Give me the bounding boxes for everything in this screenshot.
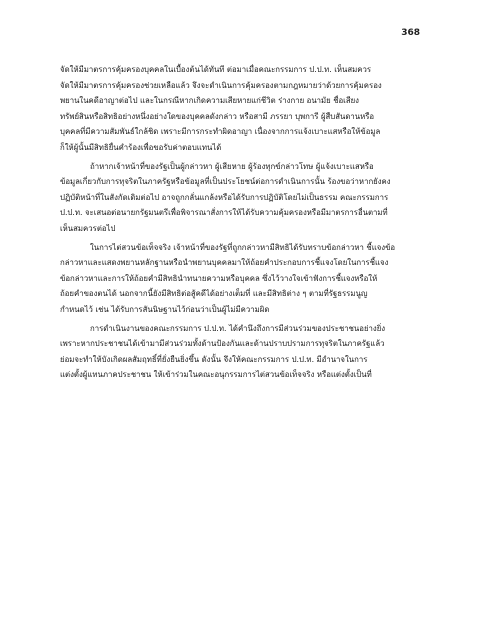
document-body <box>60 62 420 383</box>
text-line: ข้อกล่าวหาและการให้ถ้อยคำมีสิทธินำทนายความหรือบุคคล ซึ่งไว้วางใจเข้าฟังการชี้แจงหรือให้ <box>60 273 378 283</box>
text-line: แต่งตั้งผู้แทนภาคประชาชน ให้เข้าร่วมในคณะอนุกรรมการไต่สวนข้อเท็จจริง หรือแต่งตั้งเป็นที่ <box>60 370 372 380</box>
text-line: ถ้อยคำของตนได้ นอกจากนี้ยังมีสิทธิต่อสู้คดีได้อย่างเต็มที่ และมีสิทธิต่าง ๆ ตามที่รัฐธรรมนูญ <box>60 289 368 299</box>
text-line: จัดให้มีมาตรการคุ้มครองช่วยเหลือแล้ว จึงจะดำเนินการคุ้มครองตามกฎหมายว่าด้วยการคุ้มครอง <box>60 80 382 90</box>
text-line: ข้อมูลเกี่ยวกับการทุจริตในภาครัฐหรือข้อมูลที่เป็นประโยชน์ต่อการดำเนินการนั้น ร้องขอว่าหากยังคง <box>60 177 391 187</box>
text-line: เพราะหากประชาชนได้เข้ามามีส่วนร่วมทั้งด้านป้องกันและด้านปราบปรามการทุจริตในภาครัฐแล้ว <box>60 339 385 349</box>
paragraph <box>60 62 420 156</box>
text-line: ป.ป.ท. จะเสนอต่อนายกรัฐมนตรีเพื่อพิจารณาสั่งการให้ได้รับความคุ้มครองหรือมีมาตรการอื่นตามที่ <box>60 208 388 218</box>
text-line: ทรัพย์สินหรือสิทธิอย่างหนึ่งอย่างใดของบุคคลดังกล่าว หรือสามี ภรรยา บุพการี ผู้สืบสันดานหรือ <box>60 111 375 121</box>
text-line: ย่อมจะทำให้บังเกิดผลสัมฤทธิ์ที่ยั่งยืนยิ่งขึ้น ดังนั้น จึงให้คณะกรรมการ ป.ป.ท. มีอำนาจในการ <box>60 354 368 364</box>
text-line: พยานในคดีอาญาต่อไป และในกรณีหากเกิดความเสียหายแก่ชีวิต ร่างกาย อนามัย ชื่อเสียง <box>60 96 359 106</box>
page-number: 368 <box>401 28 420 38</box>
text-line: เห็นสมควรต่อไป <box>60 223 116 233</box>
text-line: กล่าวหาและแสดงพยานหลักฐานหรือนำพยานบุคคลมาให้ถ้อยคำประกอบการชี้แจงโดยในการชี้แจง <box>60 258 389 268</box>
text-line: จัดให้มีมาตรการคุ้มครองบุคคลในเบื้องต้นได้ทันที ต่อมาเมื่อคณะกรรมการ ป.ป.ท. เห็นสมควร <box>60 65 372 74</box>
paragraph <box>60 321 420 383</box>
text-line: ก็ให้ผู้นั้นมีสิทธิยื่นคำร้องเพื่อขอรับค่าตอบแทนได้ <box>60 142 222 152</box>
text-line: ในการไต่สวนข้อเท็จจริง เจ้าหน้าที่ของรัฐที่ถูกกล่าวหามีสิทธิได้รับทราบข้อกล่าวหา ชี้แจงข้อ <box>90 242 396 252</box>
text-line: บุคคลที่มีความสัมพันธ์ใกล้ชิด เพราะมีการกระทำผิดอาญา เนื่องจากการแจ้งเบาะแสหรือให้ข้อมูล <box>60 127 381 137</box>
text-line: การดำเนินงานของคณะกรรมการ ป.ป.ท. ได้คำนึงถึงการมีส่วนร่วมของประชาชนอย่างยิ่ง <box>90 323 386 333</box>
text-line: กำหนดไว้ เช่น ได้รับการสันนิษฐานไว้ก่อนว่าเป็นผู้ไม่มีความผิด <box>60 304 270 314</box>
paragraph <box>60 240 420 318</box>
text-line: ถ้าหากเจ้าหน้าที่ของรัฐเป็นผู้กล่าวหา ผู้เสียหาย ผู้ร้องทุกข์กล่าวโทษ ผู้แจ้งเบาะแสหรือ <box>90 161 374 171</box>
paragraph <box>60 159 420 237</box>
text-line: ปฏิบัติหน้าที่ในสังกัดเดิมต่อไป อาจถูกกลั่นแกล้งหรือได้รับการปฏิบัติโดยไม่เป็นธรรม คณะกรรมการ <box>60 192 389 202</box>
